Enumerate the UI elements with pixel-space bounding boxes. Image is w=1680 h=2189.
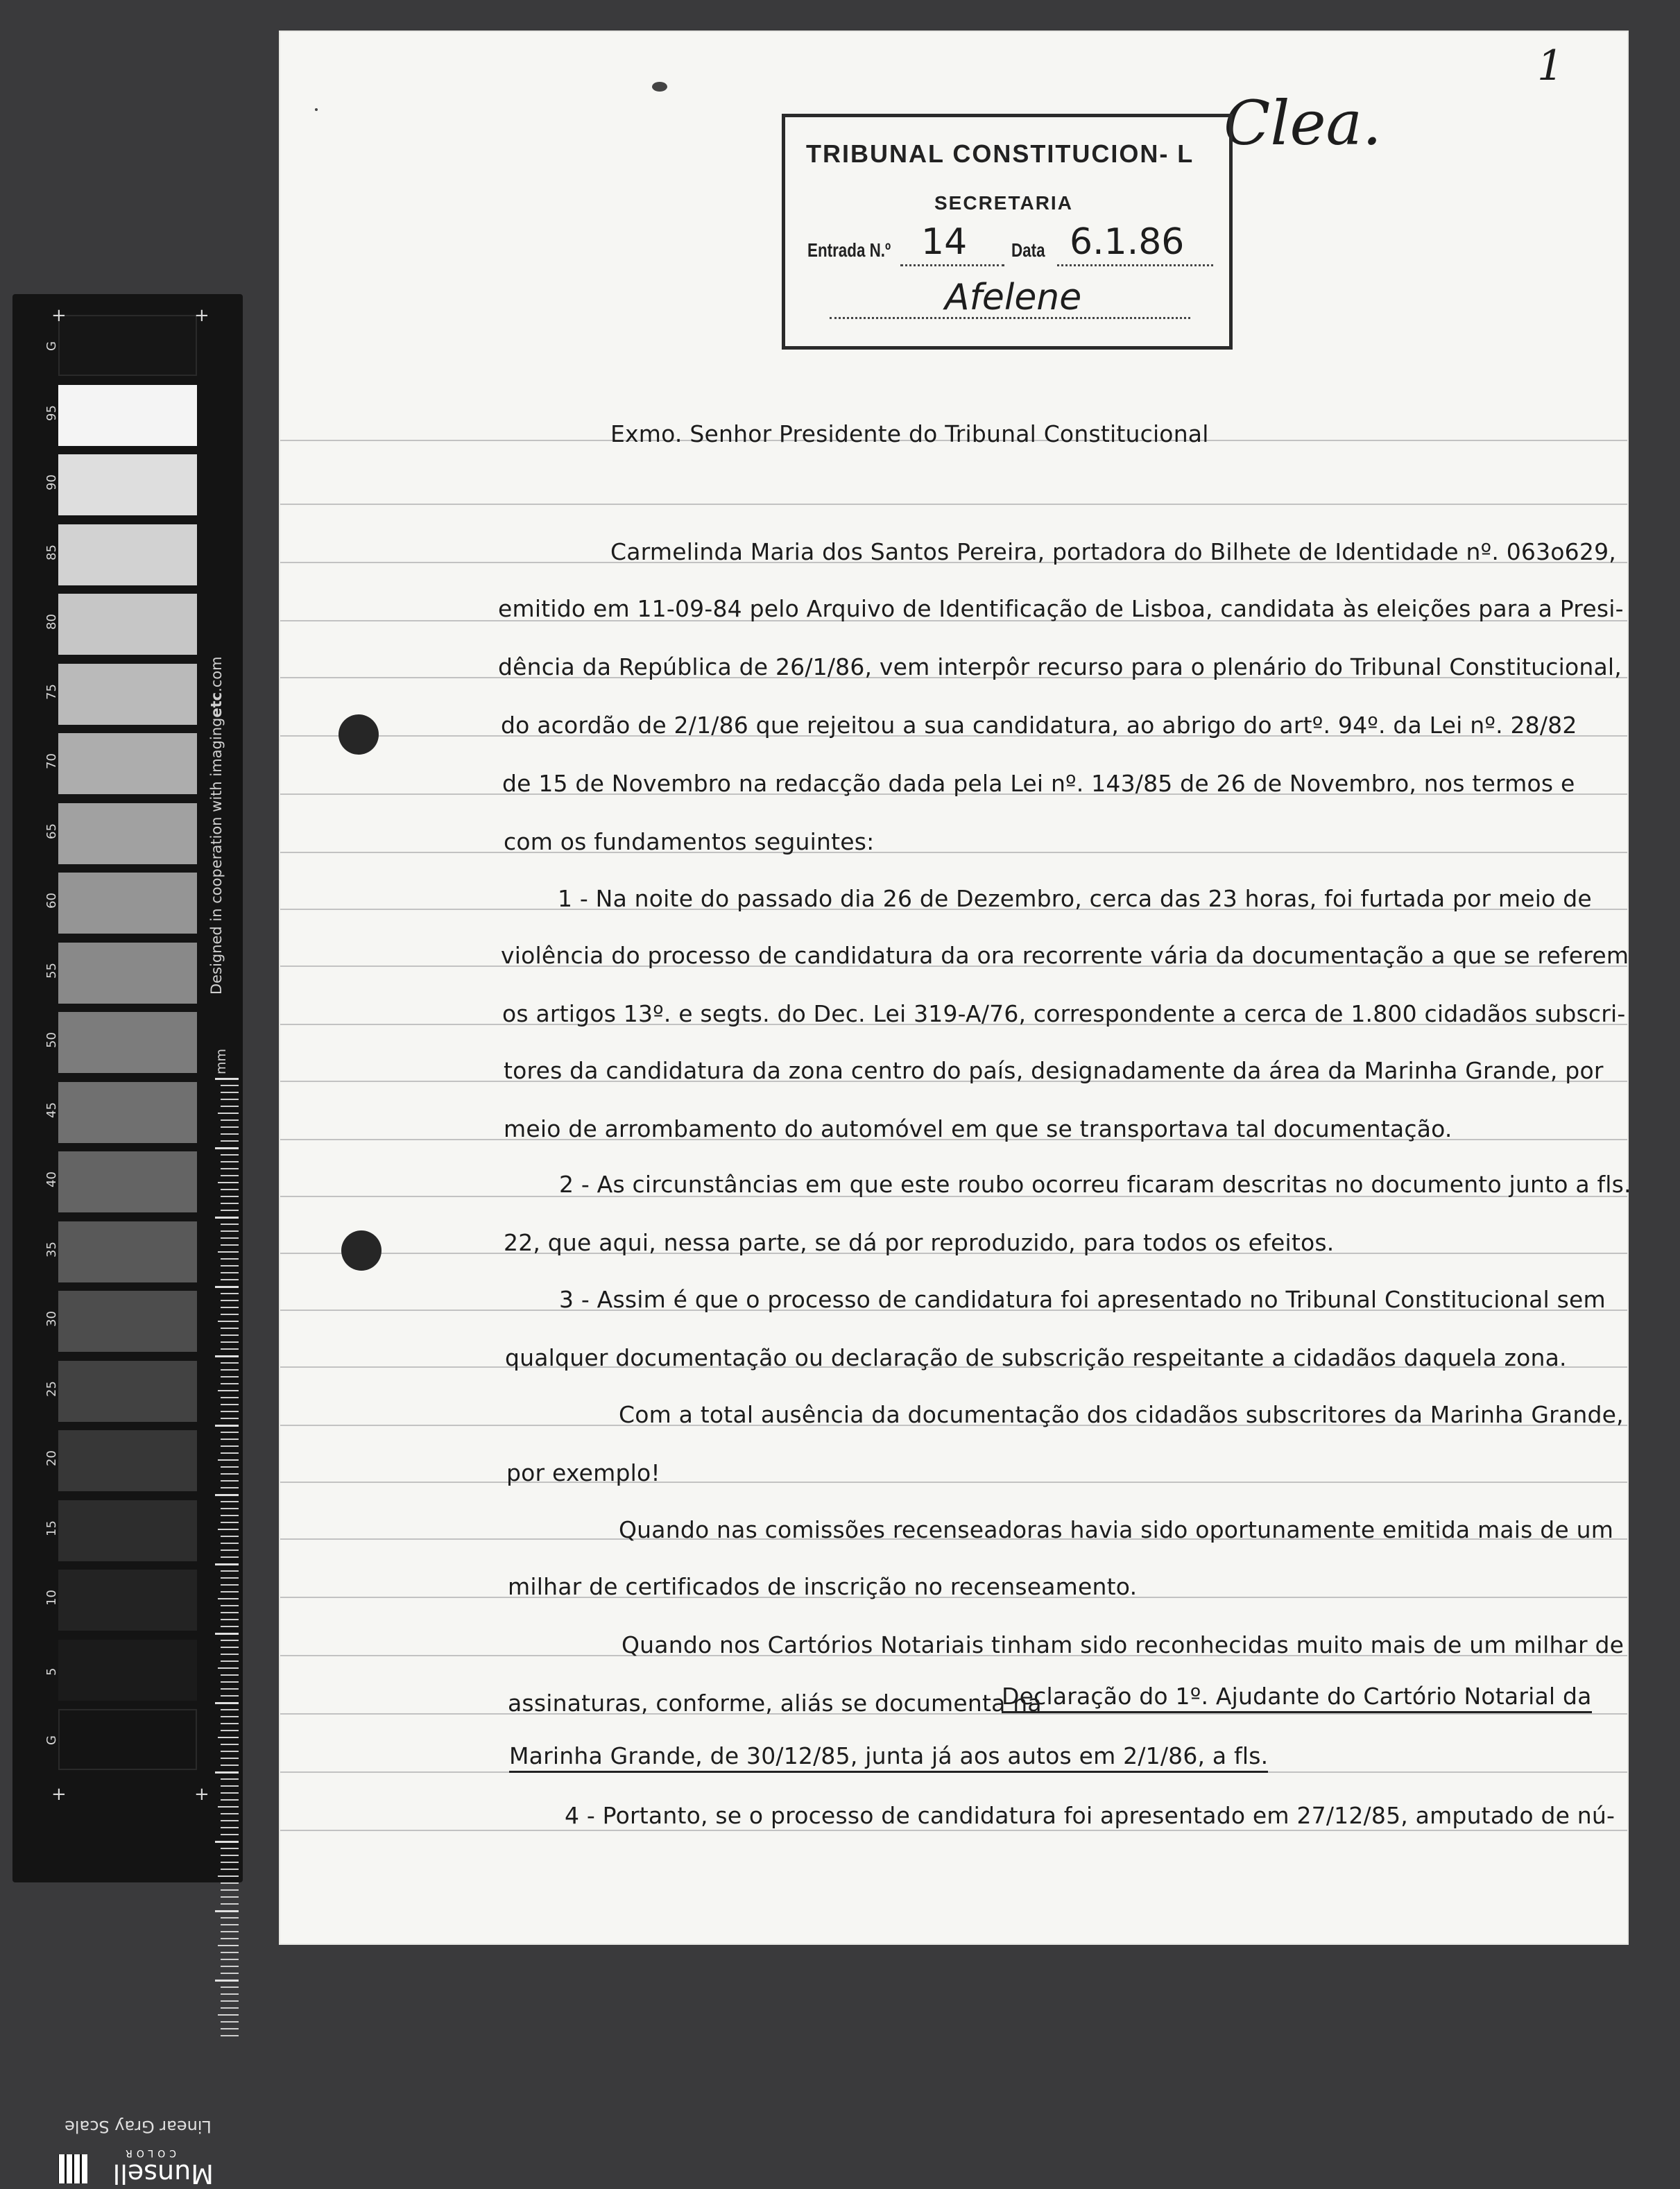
gray-swatch: [58, 664, 197, 725]
gray-swatch: [58, 803, 197, 864]
letter-line: 2 - As circunstâncias em que este roubo ocorreu ficaram descritas no documento junto a fls.: [559, 1171, 1631, 1198]
letter-line: meio de arrombamento do automóvel em que se transportava tal documentação.: [504, 1115, 1452, 1142]
stamp-entry-number: 14: [921, 221, 968, 263]
gray-step-label: G: [44, 1735, 59, 1745]
gray-swatch: [58, 315, 197, 376]
gray-step-label: 50: [44, 1032, 59, 1048]
gray-swatch: [58, 1709, 197, 1770]
stamp-date-value: 6.1.86: [1070, 221, 1185, 263]
letter-line: violência do processo de candidatura da ora recorrente vária da documentação a que se referem: [501, 942, 1629, 969]
registration-mark: +: [194, 305, 209, 326]
gray-swatch: [58, 733, 197, 794]
letter-line: do acordão de 2/1/86 que rejeitou a sua candidatura, ao abrigo do artº. 94º. da Lei nº. 28/82: [501, 712, 1577, 739]
munsell-logo: Munsell COLOR: [61, 2147, 214, 2189]
stamp-entry-label: Entrada N.º: [807, 239, 891, 261]
gray-swatch: [58, 943, 197, 1004]
letter-line: Carmelinda Maria dos Santos Pereira, portadora do Bilhete de Identidade nº. 063o629,: [610, 538, 1616, 565]
letter-line: dência da República de 26/1/86, vem interpôr recurso para o plenário do Tribunal Constitucional,: [498, 653, 1622, 680]
letter-line: emitido em 11-09-84 pelo Arquivo de Identificação de Lisboa, candidata às eleições para a Presi-: [498, 595, 1624, 622]
letter-line: milhar de certificados de inscrição no recenseamento.: [508, 1573, 1138, 1600]
gray-swatch: [58, 1012, 197, 1073]
ruled-line: [280, 504, 1627, 505]
gray-step-label: 40: [44, 1171, 59, 1187]
gray-step-label: 65: [44, 823, 59, 839]
letter-line: os artigos 13º. e segts. do Dec. Lei 319-A/76, correspondente a cerca de 1.800 cidadãos subscri-: [502, 1000, 1626, 1027]
gray-step-label: 80: [44, 614, 59, 630]
page-number: 1: [1537, 42, 1564, 90]
gray-step-label: 35: [44, 1241, 59, 1257]
gray-step-label: 55: [44, 962, 59, 979]
gray-step-label: 90: [44, 474, 59, 490]
date-dotted-line: [1057, 264, 1213, 266]
handwritten-margin-note: Clea.: [1224, 87, 1382, 159]
gray-step-label: 5: [44, 1667, 59, 1676]
gray-swatch: [58, 1151, 197, 1212]
entry-dotted-line: [900, 264, 1004, 266]
gray-step-label: 10: [44, 1590, 59, 1606]
letter-line: 3 - Assim é que o processo de candidatura foi apresentado no Tribunal Constitucional sem: [559, 1286, 1606, 1313]
letter-line: com os fundamentos seguintes:: [504, 828, 875, 855]
stamp-signature: Afelene: [945, 277, 1082, 318]
ruled-line: [280, 1482, 1627, 1483]
gray-step-label: 95: [44, 404, 59, 421]
letter-line: por exemplo!: [506, 1459, 660, 1486]
registration-mark: +: [194, 1784, 209, 1805]
gray-swatch: [58, 1361, 197, 1422]
gray-swatch: [58, 524, 197, 585]
letter-line: assinaturas, conforme, aliás se documenta na: [508, 1690, 1042, 1717]
document-page: [280, 32, 1631, 1943]
gray-step-label: 25: [44, 1380, 59, 1397]
gray-swatch: [58, 1570, 197, 1631]
gray-scale-target: [12, 294, 243, 2189]
punch-hole: [338, 714, 379, 755]
gray-swatch: [58, 1291, 197, 1352]
court-stamp: [782, 114, 1233, 350]
mm-label: mm: [214, 1048, 229, 1074]
gray-swatch: [58, 1430, 197, 1491]
gray-step-label: 60: [44, 893, 59, 909]
letter-line: 4 - Portanto, se o processo de candidatura foi apresentado em 27/12/85, amputado de nú-: [565, 1802, 1615, 1829]
scale-title: Linear Gray Scale: [65, 2117, 212, 2136]
punch-hole: [341, 1230, 382, 1271]
scale-credit: Designed in cooperation with imagingetc.com: [208, 656, 225, 995]
gray-swatch: [58, 454, 197, 515]
gray-step-label: 30: [44, 1311, 59, 1327]
stamp-subtitle: SECRETARIA: [934, 192, 1073, 214]
letter-line: tores da candidatura da zona centro do país, designadamente da área da Marinha Grande, por: [504, 1057, 1604, 1084]
stamp-date-label: Data: [1011, 239, 1045, 261]
stamp-title: TRIBUNAL CONSTITUCION- L: [806, 139, 1194, 168]
gray-step-label: 45: [44, 1101, 59, 1118]
gray-swatch: [58, 1640, 197, 1701]
letter-salutation: Exmo. Senhor Presidente do Tribunal Constitucional: [610, 420, 1209, 447]
letter-line: 1 - Na noite do passado dia 26 de Dezembro, cerca das 23 horas, foi furtada por meio de: [558, 885, 1592, 912]
ruler-major-ticks: [215, 1078, 239, 2042]
ruled-line: [280, 1830, 1627, 1831]
ink-speck: [652, 82, 667, 92]
gray-swatch: [58, 1500, 197, 1561]
registration-mark: +: [51, 305, 67, 326]
gray-step-label: 20: [44, 1450, 59, 1466]
gray-step-label: 15: [44, 1520, 59, 1536]
letter-line: Com a total ausência da documentação dos cidadãos subscritores da Marinha Grande,: [619, 1401, 1624, 1428]
gray-step-label: 85: [44, 544, 59, 560]
gray-step-label: 70: [44, 753, 59, 769]
ink-speck: [315, 108, 318, 111]
munsell-logo-icon: [58, 2154, 87, 2183]
letter-line: 22, que aqui, nessa parte, se dá por reproduzido, para todos os efeitos.: [504, 1229, 1335, 1256]
gray-swatch: [58, 594, 197, 655]
gray-step-label: 75: [44, 683, 59, 700]
gray-swatch: [58, 385, 197, 446]
letter-line: Quando nos Cartórios Notariais tinham sido reconhecidas muito mais de um milhar de: [622, 1631, 1625, 1658]
underlined-declaration: Declaração do 1º. Ajudante do Cartório Notarial da: [1002, 1683, 1592, 1713]
gray-swatch: [58, 873, 197, 934]
gray-step-label: G: [44, 341, 59, 351]
gray-swatch: [58, 1221, 197, 1282]
ruled-line: [280, 852, 1627, 853]
underlined-reference: Marinha Grande, de 30/12/85, junta já aos autos em 2/1/86, a fls.: [509, 1742, 1268, 1773]
letter-line: qualquer documentação ou declaração de subscrição respeitante a cidadãos daquela zona.: [505, 1344, 1567, 1371]
letter-line: de 15 de Novembro na redacção dada pela Lei nº. 143/85 de 26 de Novembro, nos termos e: [502, 770, 1575, 797]
registration-mark: +: [51, 1784, 67, 1805]
gray-swatch: [58, 1082, 197, 1143]
letter-line: Quando nas comissões recenseadoras havia sido oportunamente emitida mais de um: [619, 1516, 1614, 1543]
